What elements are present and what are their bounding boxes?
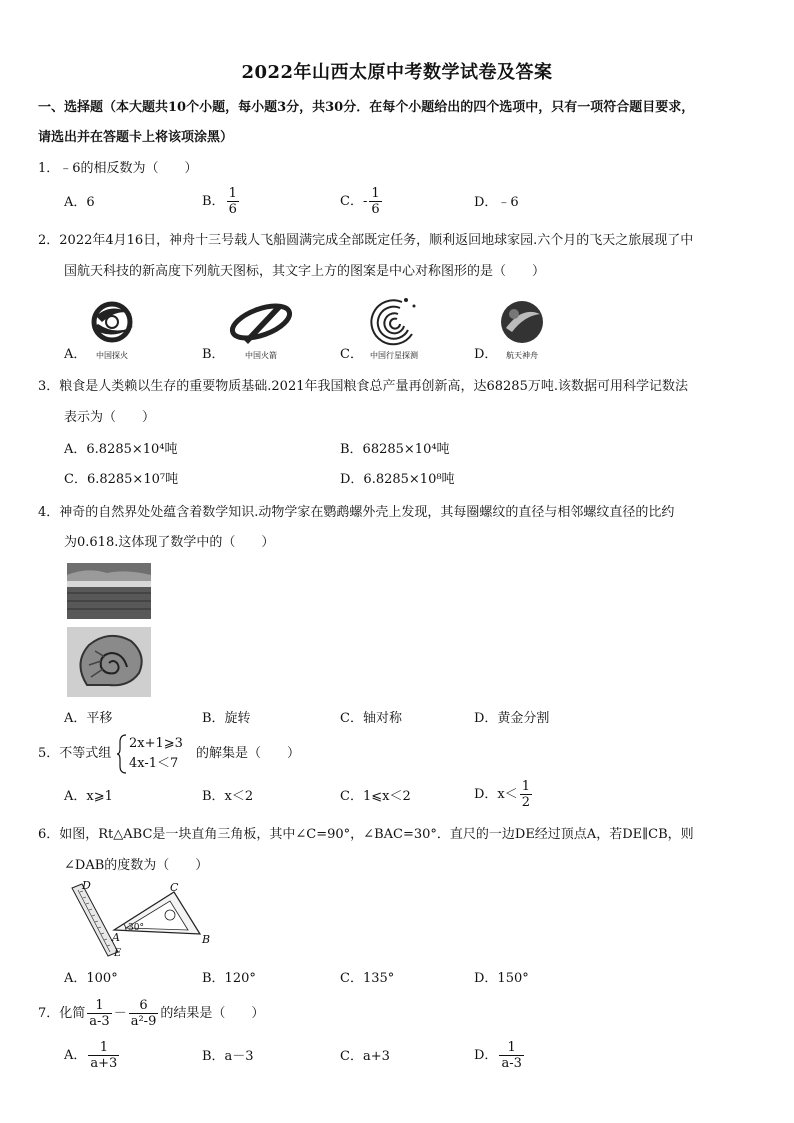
mars-exploration-logo-icon: 中国探火 [82,298,142,360]
fraction: $\frac{1}{6}$ [228,186,237,217]
q4-option-b: B．旋转 [202,711,251,726]
fraction: $\frac{1}{a+3}$ [90,1040,118,1071]
q5-option-c: C．1⩽x＜2 [340,789,411,804]
q4-stem-line1: 4．神奇的自然界处处蕴含着数学知识.动物学家在鹦鹉螺外壳上发现，其每圈螺纹的直径与相邻螺纹直径的比约 [38,505,675,520]
grassland-photo [67,563,151,619]
label-d: D [82,879,91,892]
label-e: E [114,948,122,959]
q5-option-a: A．x⩾1 [64,789,113,804]
q5-stem-prefix: 5．不等式组 [38,746,112,761]
q1-option-c: C．- $\frac{1}{6}$ [340,186,380,217]
q5-option-d: D．x＜ $\frac{1}{2}$ [474,779,531,810]
section-heading-line1: 一、选择题（本大题共10个小题，每小题3分，共30分．在每个小题给出的四个选项中，只有一项符合题目要求， [38,100,695,115]
shenzhou-logo-icon: 航天神舟 [494,298,550,360]
q6-option-c: C．135° [340,971,395,986]
q2-stem-line2: 国航天科技的新高度下列航天图标，其文字上方的图案是中心对称图形的是（ ） [64,264,546,279]
inequality-1: 2x+1⩾3 [129,736,183,751]
angle-30-label: 30° [128,923,144,933]
q5-option-b: B．x＜2 [202,789,254,804]
q2-option-b-label: B． [202,347,225,362]
q7-option-a: A． $\frac{1}{a+3}$ [64,1040,118,1071]
q7-stem: 7．化简 $\frac{1}{a-3}$ － $\frac{6}{\text{a²-9}}$ 的结果是（ ） [38,998,265,1029]
fraction: $\frac{1}{6}$ [371,186,380,217]
q4-option-c: C．轴对称 [340,711,402,726]
nautilus-shell-photo [67,627,151,697]
section-heading-line2: 请选出并在答题卡上将该项涂黑） [38,130,234,145]
q6-option-b: B．120° [202,971,256,986]
q5-stem-suffix: 的解集是（ ） [196,746,301,761]
q2-stem-line1: 2．2022年4月16日，神舟十三号载人飞船圆满完成全部既定任务，顺利返回地球家园.六个月的飞天之旅展现了中 [38,233,694,248]
q1-stem: 1．﹣6的相反数为（ ） [38,161,198,176]
q3-option-d: D．6.8285×10⁸吨 [340,472,455,487]
left-brace-icon [117,734,127,774]
fraction-2: $\frac{6}{\text{a²-9}}$ [130,998,157,1029]
page-title: 2022年山西太原中考数学试卷及答案 [241,62,553,83]
q6-option-a: A．100° [64,971,118,986]
q2-option-a-label: A． [64,347,87,362]
q3-option-c: C．6.8285×10⁷吨 [64,472,179,487]
q1-option-b: B． $\frac{1}{6}$ [202,186,237,217]
q3-option-b: B．68285×10⁴吨 [340,442,450,457]
q3-option-a: A．6.8285×10⁴吨 [64,442,178,457]
q1-option-d: D．﹣6 [474,195,519,210]
q6-stem-line1: 6．如图，Rt△ABC是一块直角三角板，其中∠C=90°，∠BAC=30°．直尺的一边DE经过顶点A，若DE∥CB，则 [38,827,694,842]
q4-stem-line2: 为0.618.这体现了数学中的（ ） [64,535,275,550]
q3-stem-line1: 3．粮食是人类赖以生存的重要物质基础.2021年我国粮食总产量再创新高，达68285万吨.该数据可用科学记数法 [38,379,688,394]
q2-option-c-label: C． [340,347,363,362]
q6-option-d: D．150° [474,971,529,986]
fraction: $\frac{1}{2}$ [521,779,531,810]
label-b: B [202,933,211,946]
q2-option-d-label: D． [474,347,498,362]
q7-option-d: D． $\frac{1}{a-3}$ [474,1040,522,1071]
q7-option-c: C．a+3 [340,1049,390,1064]
q4-option-d: D．黄金分割 [474,711,550,726]
q6-stem-line2: ∠DAB的度数为（ ） [64,858,209,873]
q7-option-b: B．a－3 [202,1049,254,1064]
rocket-logo-icon: 中国火箭 [226,298,296,360]
label-c: C [170,881,179,894]
planetary-exploration-logo-icon: 中国行星探测 [362,294,426,360]
q4-option-a: A．平移 [64,711,113,726]
q3-stem-line2: 表示为（ ） [64,410,156,425]
inequality-2: 4x-1＜7 [129,756,179,771]
fraction-1: $\frac{1}{a-3}$ [89,998,110,1029]
fraction: $\frac{1}{a-3}$ [501,1040,522,1071]
ruler-triangle-figure [64,880,214,960]
label-a: A [112,931,120,944]
q1-option-a: A．6 [64,195,95,210]
inequality-system [117,734,197,774]
